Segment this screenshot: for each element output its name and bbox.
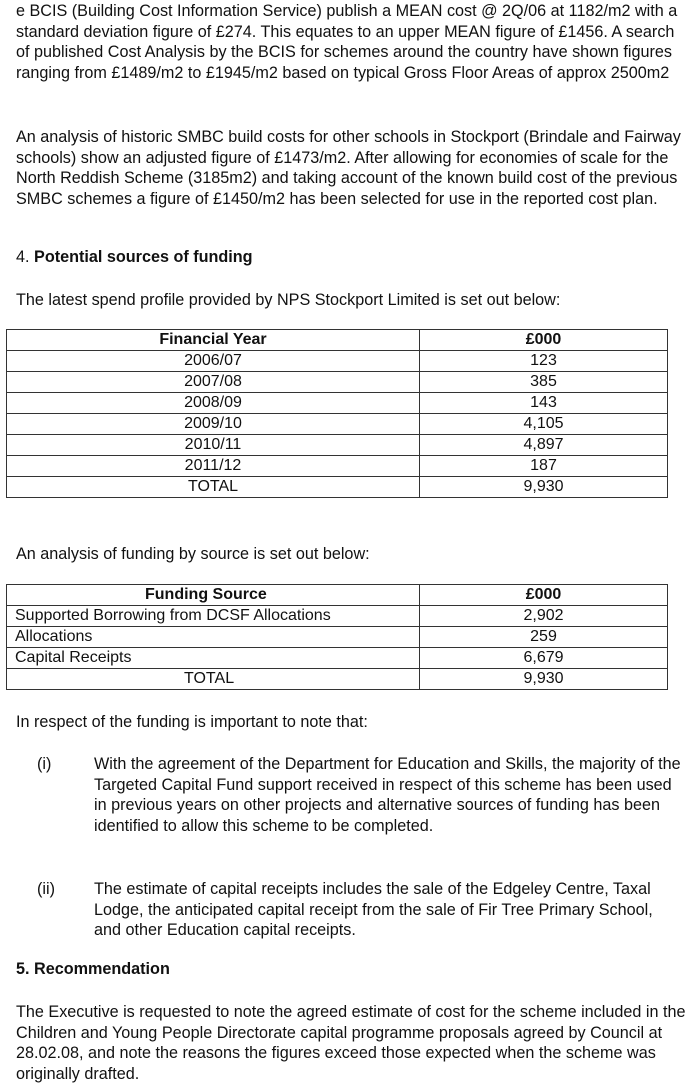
list-item-text: The estimate of capital receipts includes the sale of the Edgeley Centre, Taxal Lodge, the anticipated capital receipt from the sale of Fir Tree Primary School, and other Education capital receipts. (94, 880, 653, 939)
section-4-number: 4. (16, 248, 30, 266)
amount-cell: 4,105 (420, 414, 668, 435)
table-row (7, 414, 668, 435)
bcis-paragraph: e BCIS (Building Cost Information Service) publish a MEAN cost @ 2Q/06 at 1182/m2 with a standard deviation figure of £274. This equates to an upper MEAN figure of £1456. A search of published Cost Analysis by the BCIS for schemes around the country have shown figures ranging from £1489/m2 to £1945/m2 based on typical Gross Floor Areas of approx 2500m2 (16, 2, 678, 82)
section-5-title: Recommendation (34, 960, 170, 978)
total-label-cell: TOTAL (7, 669, 420, 690)
total-amount-cell: 9,930 (420, 669, 668, 690)
source-cell: Allocations (7, 627, 420, 648)
list-marker: (i) (37, 755, 52, 773)
funding-source-table (6, 584, 668, 690)
list-marker: (ii) (37, 880, 55, 898)
section-5-heading (16, 959, 684, 980)
year-cell: 2007/08 (7, 372, 420, 393)
table-row (7, 627, 668, 648)
smbc-paragraph: An analysis of historic SMBC build costs for other schools in Stockport (Brindale and Fairway schools) show an adjusted figure of £1473/m2. After allowing for economies of scale for the North Reddish Scheme (3185m2) and taking account of the known build cost of the previous SMBC schemes a figure of £1450/m2 has been selected for use in the reported cost plan. (16, 128, 681, 208)
table-header-row (7, 330, 668, 351)
amount-cell: 143 (420, 393, 668, 414)
table-row (7, 606, 668, 627)
financial-year-header: Financial Year (7, 330, 420, 351)
year-cell: 2008/09 (7, 393, 420, 414)
spend-profile-table (6, 329, 668, 498)
year-cell: 2011/12 (7, 456, 420, 477)
amount-header: £000 (420, 585, 668, 606)
total-label-cell: TOTAL (7, 477, 420, 498)
funding-source-header: Funding Source (7, 585, 420, 606)
total-amount-cell: 9,930 (420, 477, 668, 498)
section-4-heading (16, 247, 684, 268)
amount-cell: 187 (420, 456, 668, 477)
year-cell: 2009/10 (7, 414, 420, 435)
spend-profile-intro: The latest spend profile provided by NPS Stockport Limited is set out below: (16, 291, 561, 309)
funding-intro: An analysis of funding by source is set out below: (16, 545, 370, 563)
section-5-number: 5. (16, 960, 30, 978)
amount-cell: 385 (420, 372, 668, 393)
amount-cell: 259 (420, 627, 668, 648)
table-total-row (7, 669, 668, 690)
year-cell: 2006/07 (7, 351, 420, 372)
source-cell: Supported Borrowing from DCSF Allocations (7, 606, 420, 627)
table-row (7, 351, 668, 372)
table-row (7, 435, 668, 456)
table-row (7, 456, 668, 477)
amount-cell: 123 (420, 351, 668, 372)
year-cell: 2010/11 (7, 435, 420, 456)
section-4-title: Potential sources of funding (34, 248, 253, 266)
amount-cell: 2,902 (420, 606, 668, 627)
recommendation-paragraph: The Executive is requested to note the agreed estimate of cost for the scheme included in the Children and Young People Directorate capital programme proposals agreed by Council at 28.02.08, and note the reasons the figures exceed those expected when the scheme was originally drafted. (16, 1003, 686, 1083)
funding-note-intro: In respect of the funding is important to note that: (16, 713, 368, 731)
amount-cell: 4,897 (420, 435, 668, 456)
amount-header: £000 (420, 330, 668, 351)
amount-cell: 6,679 (420, 648, 668, 669)
table-header-row (7, 585, 668, 606)
table-row (7, 393, 668, 414)
table-row (7, 648, 668, 669)
table-row (7, 372, 668, 393)
list-item-text: With the agreement of the Department for Education and Skills, the majority of the Targeted Capital Fund support received in respect of this scheme has been used in previous years on other projects and alternative sources of funding has been identified to allow this scheme to be completed. (94, 755, 681, 835)
source-cell: Capital Receipts (7, 648, 420, 669)
table-total-row (7, 477, 668, 498)
